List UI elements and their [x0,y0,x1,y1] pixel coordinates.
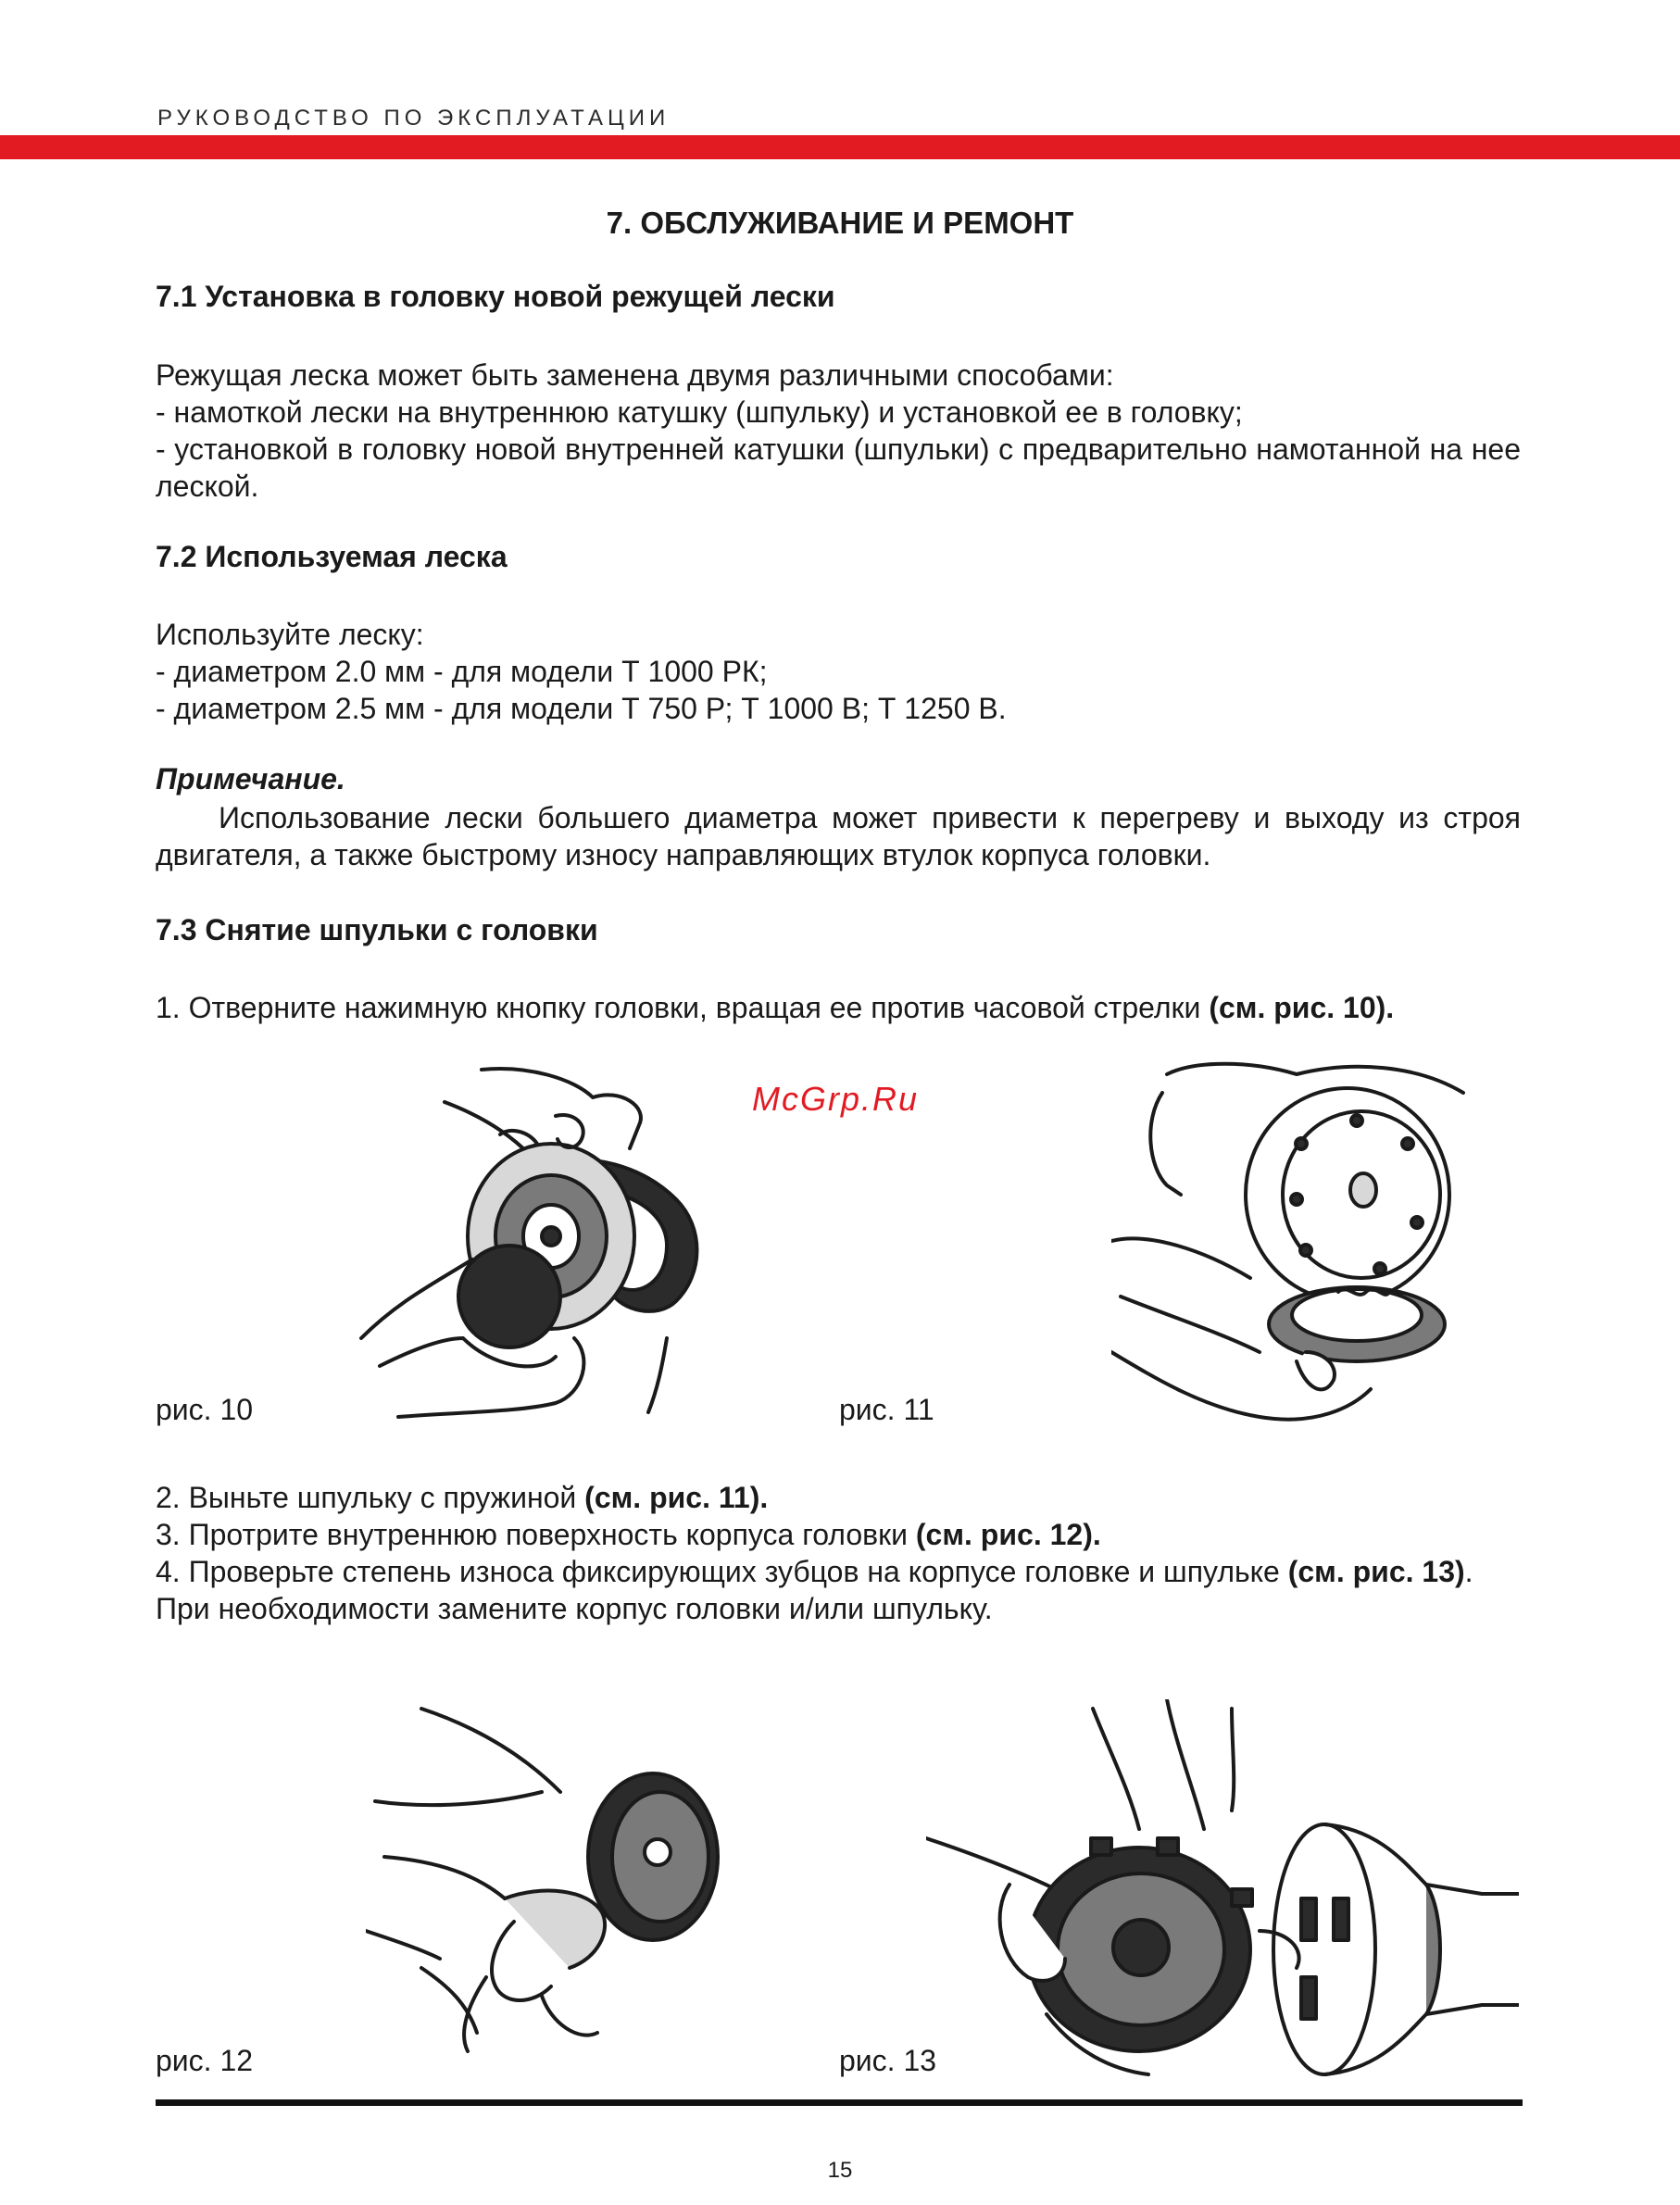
step-3-text: 3. Протрите внутреннюю поверхность корпуса головки [156,1518,916,1551]
step-2-figure-ref: (см. рис. 11). [584,1481,769,1514]
figure-11-caption: рис. 11 [839,1393,934,1426]
subsection-7-1-heading: 7.1 Установка в головку новой режущей лески [156,280,835,313]
figure-11-illustration [1111,1056,1519,1435]
step-5: При необходимости замените корпус головки и/или шпульку. [156,1592,993,1625]
subsection-7-2-body [156,616,1521,727]
figure-12-illustration [366,1699,736,2088]
running-header: РУКОВОДСТВО ПО ЭКСПЛУАТАЦИИ [157,106,671,131]
note-label: Примечание. [156,762,345,796]
step-4 [156,1553,1521,1590]
section-title: 7. ОБСЛУЖИВАНИЕ И РЕМОНТ [606,206,1074,240]
paragraph-line: Режущая леска может быть заменена двумя различными способами: [156,358,1114,392]
steps-2-5 [156,1479,1521,1627]
figure-13-illustration [926,1699,1519,2088]
paragraph-line: - диаметром 2.5 мм - для модели Т 750 Р; Т 1000 В; Т 1250 В. [156,692,1007,725]
step-3 [156,1516,1521,1553]
note-text: Использование лески большего диаметра может привести к перегреву и выходу из строя двигателя, а также быстрому износу направляющих втулок корпуса головки. [156,801,1521,871]
figure-13-caption: рис. 13 [839,2044,937,2077]
subsection-7-1-body [156,357,1521,505]
step-3-figure-ref: (см. рис. 12). [915,1518,1101,1551]
step-4-figure-ref: (см. рис. 13) [1287,1555,1465,1588]
subsection-7-3-heading: 7.3 Снятие шпульки с головки [156,913,598,946]
paragraph-line: - диаметром 2.0 мм - для модели Т 1000 РК; [156,655,768,688]
footer-rule [156,2099,1523,2106]
step-1-figure-ref: (см. рис. 10). [1209,991,1395,1024]
paragraph-line: Используйте леску: [156,618,424,651]
paragraph-line: - установкой в головку новой внутренней катушки (шпульки) с предварительно намотанной на нее леской. [156,432,1521,503]
step-2-text: 2. Выньте шпульку с пружиной [156,1481,585,1514]
step-4-end: . [1464,1555,1473,1588]
step-2 [156,1479,1521,1516]
figure-10-caption: рис. 10 [156,1393,254,1426]
step-4-text: 4. Проверьте степень износа фиксирующих зубцов на корпусе головке и шпульке [156,1555,1288,1588]
subsection-7-2-heading: 7.2 Используемая леска [156,540,508,573]
paragraph-line: - намоткой лески на внутреннюю катушку (шпульку) и установкой ее в головку; [156,395,1243,429]
step-1-text: 1. Отверните нажимную кнопку головки, вращая ее против часовой стрелки [156,991,1210,1024]
step-1 [156,989,1521,1026]
page-number: 15 [827,2158,853,2183]
watermark: McGrp.Ru [752,1080,920,1118]
header-red-bar [0,135,1680,159]
figure-10-illustration [343,1060,750,1426]
figure-12-caption: рис. 12 [156,2044,254,2077]
